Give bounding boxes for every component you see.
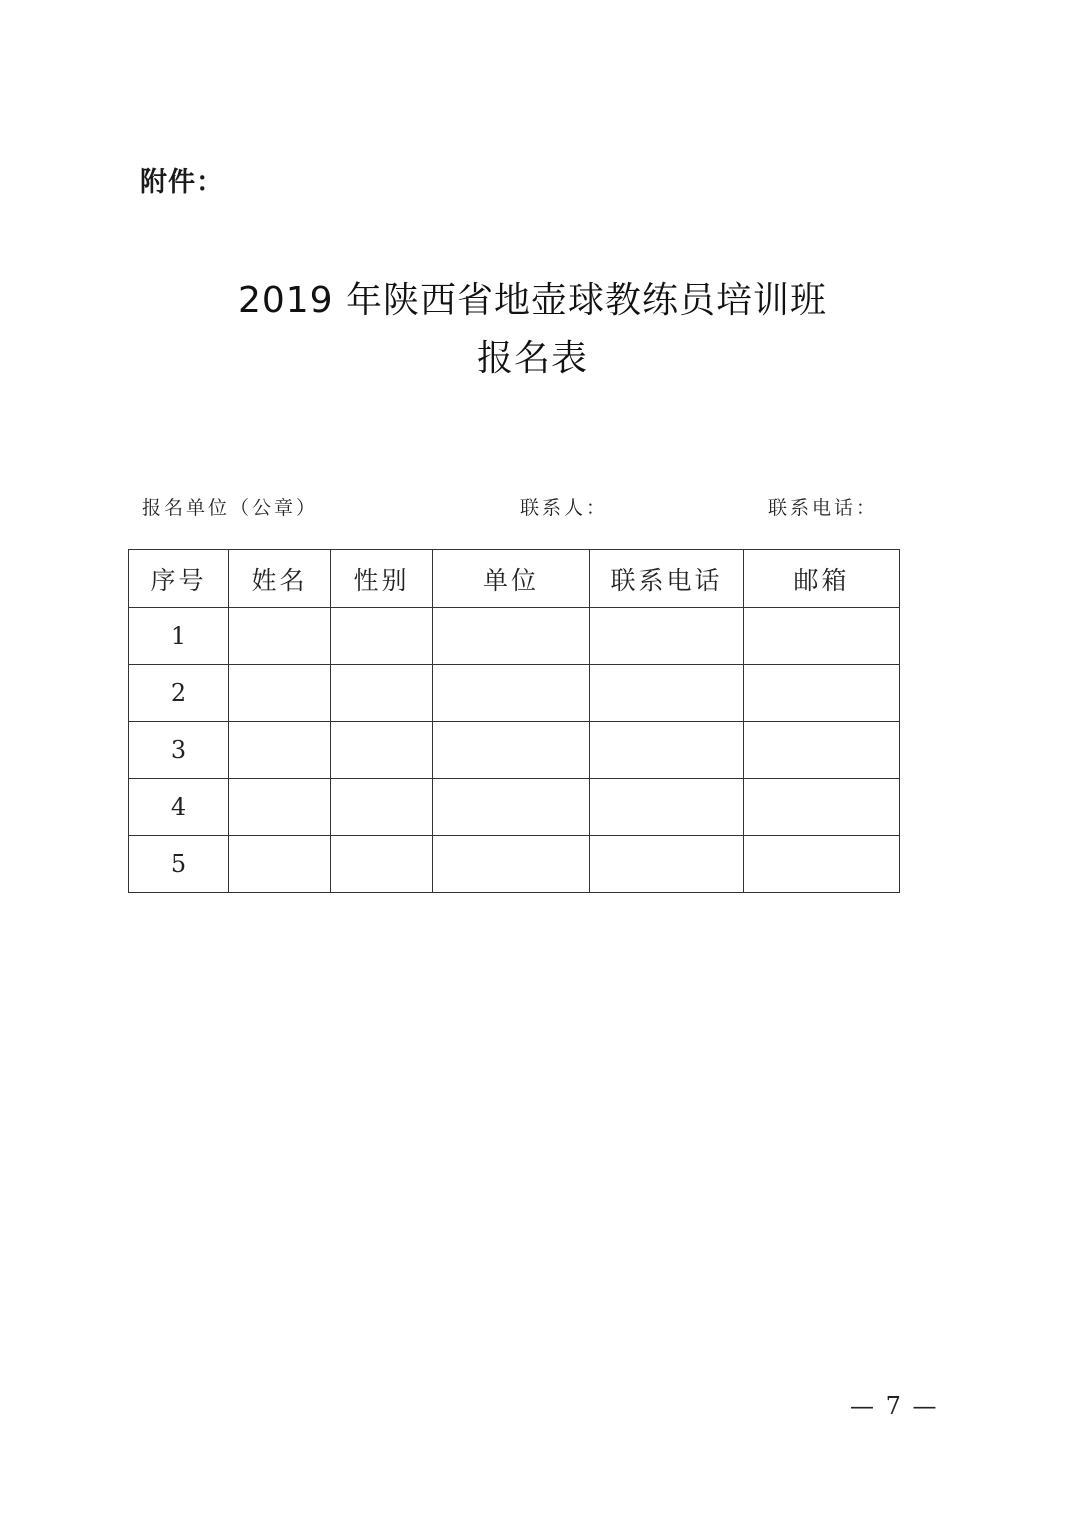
table-row <box>129 722 900 779</box>
cell-gender <box>331 608 433 665</box>
cell-serial-number: 2 <box>129 665 229 722</box>
cell-phone <box>590 665 744 722</box>
cell-unit <box>433 722 590 779</box>
cell-unit <box>433 665 590 722</box>
document-subtitle: 报名表 <box>476 338 588 379</box>
cell-gender <box>331 836 433 893</box>
page-number: — 7 — <box>850 1392 939 1420</box>
header-email: 邮箱 <box>744 550 900 608</box>
cell-phone <box>590 836 744 893</box>
cell-email <box>744 779 900 836</box>
header-gender: 性别 <box>331 550 433 608</box>
contact-phone-label: 联系电话： <box>768 497 879 519</box>
cell-gender <box>331 779 433 836</box>
cell-phone <box>590 608 744 665</box>
table-row <box>129 779 900 836</box>
table-header-row <box>129 550 900 608</box>
cell-email <box>744 608 900 665</box>
cell-unit <box>433 608 590 665</box>
header-serial-number: 序号 <box>129 550 229 608</box>
cell-serial-number: 5 <box>129 836 229 893</box>
cell-serial-number: 4 <box>129 779 229 836</box>
cell-unit <box>433 836 590 893</box>
cell-name <box>229 779 331 836</box>
cell-serial-number: 1 <box>129 608 229 665</box>
cell-gender <box>331 722 433 779</box>
document-title: 2019 年陕西省地壶球教练员培训班 <box>237 280 828 321</box>
cell-phone <box>590 722 744 779</box>
cell-gender <box>331 665 433 722</box>
cell-email <box>744 665 900 722</box>
table-row <box>129 836 900 893</box>
header-unit: 单位 <box>433 550 590 608</box>
cell-email <box>744 722 900 779</box>
contact-person-label: 联系人： <box>520 497 609 519</box>
attachment-label: 附件： <box>140 167 224 198</box>
cell-name <box>229 608 331 665</box>
cell-serial-number: 3 <box>129 722 229 779</box>
cell-name <box>229 722 331 779</box>
header-phone: 联系电话 <box>590 550 744 608</box>
cell-email <box>744 836 900 893</box>
registration-table <box>128 549 900 893</box>
header-name: 姓名 <box>229 550 331 608</box>
table-row <box>129 665 900 722</box>
cell-name <box>229 665 331 722</box>
table-row <box>129 608 900 665</box>
cell-phone <box>590 779 744 836</box>
cell-unit <box>433 779 590 836</box>
cell-name <box>229 836 331 893</box>
registration-unit-label: 报名单位（公章） <box>142 497 319 519</box>
